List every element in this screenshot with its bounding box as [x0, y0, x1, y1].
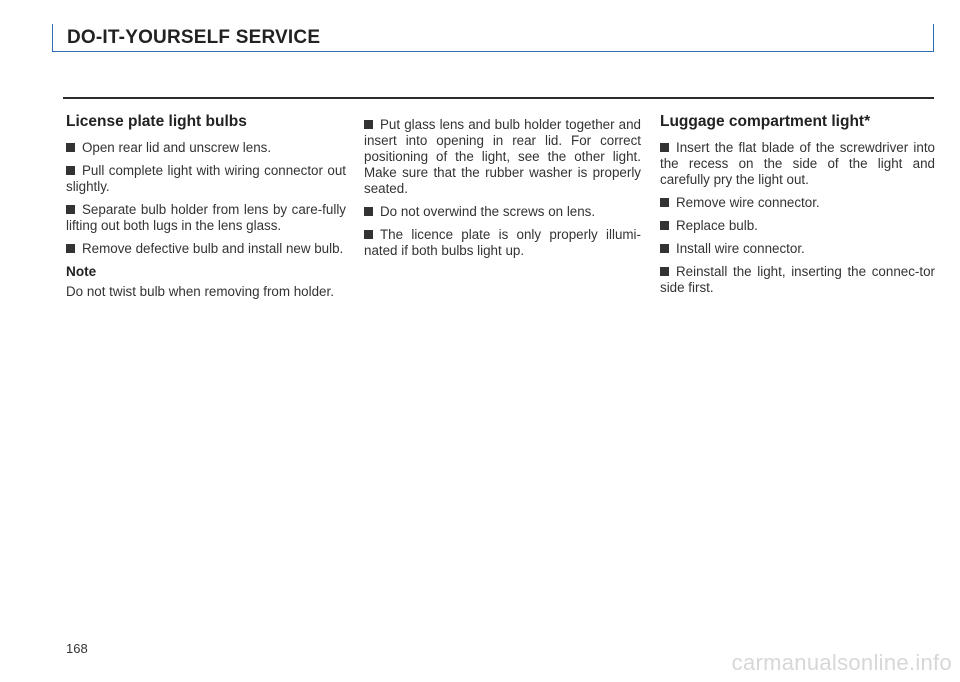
list-item: Reinstall the light, inserting the connec-tor side first. — [660, 264, 935, 295]
middle-column — [364, 117, 641, 266]
right-column — [660, 112, 935, 303]
list-item: Do not overwind the screws on lens. — [364, 204, 641, 220]
left-column — [66, 112, 346, 300]
bullet-icon — [66, 205, 75, 214]
list-item: Replace bulb. — [660, 218, 935, 234]
list-item: Separate bulb holder from lens by care-fully lifting out both lugs in the lens glass. — [66, 202, 346, 233]
page-section-title: DO-IT-YOURSELF SERVICE — [67, 27, 321, 48]
list-item: Put glass lens and bulb holder together and insert into opening in rear lid. For correct positioning of the light, see the other light. Make sure that the rubber washer is properly seated. — [364, 117, 641, 196]
list-item: Insert the flat blade of the screwdriver into the recess on the side of the light and carefully pry the light out. — [660, 140, 935, 187]
note-text: Do not twist bulb when removing from holder. — [66, 284, 334, 299]
list-item: Pull complete light with wiring connector out slightly. — [66, 163, 346, 194]
list-item: The licence plate is only properly illumi-nated if both bulbs light up. — [364, 227, 641, 258]
bullet-icon — [66, 143, 75, 152]
bullet-icon — [66, 244, 75, 253]
header-box — [52, 24, 934, 52]
bullet-icon — [364, 120, 373, 129]
bullet-icon — [660, 244, 669, 253]
bullet-icon — [660, 267, 669, 276]
bullet-icon — [660, 198, 669, 207]
watermark-text: carmanualsonline.info — [731, 650, 952, 675]
page-number: 168 — [66, 641, 88, 656]
note-heading: Note — [66, 264, 97, 279]
bullet-icon — [364, 207, 373, 216]
bullet-icon — [66, 166, 75, 175]
luggage-light-heading: Luggage compartment light* — [660, 113, 871, 130]
list-item: Remove wire connector. — [660, 195, 935, 211]
list-item: Remove defective bulb and install new bulb. — [66, 241, 346, 257]
bullet-icon — [660, 221, 669, 230]
license-plate-heading: License plate light bulbs — [66, 113, 247, 130]
top-divider — [63, 97, 934, 99]
bullet-icon — [364, 230, 373, 239]
list-item: Install wire connector. — [660, 241, 935, 257]
list-item: Open rear lid and unscrew lens. — [66, 140, 346, 156]
bullet-icon — [660, 143, 669, 152]
